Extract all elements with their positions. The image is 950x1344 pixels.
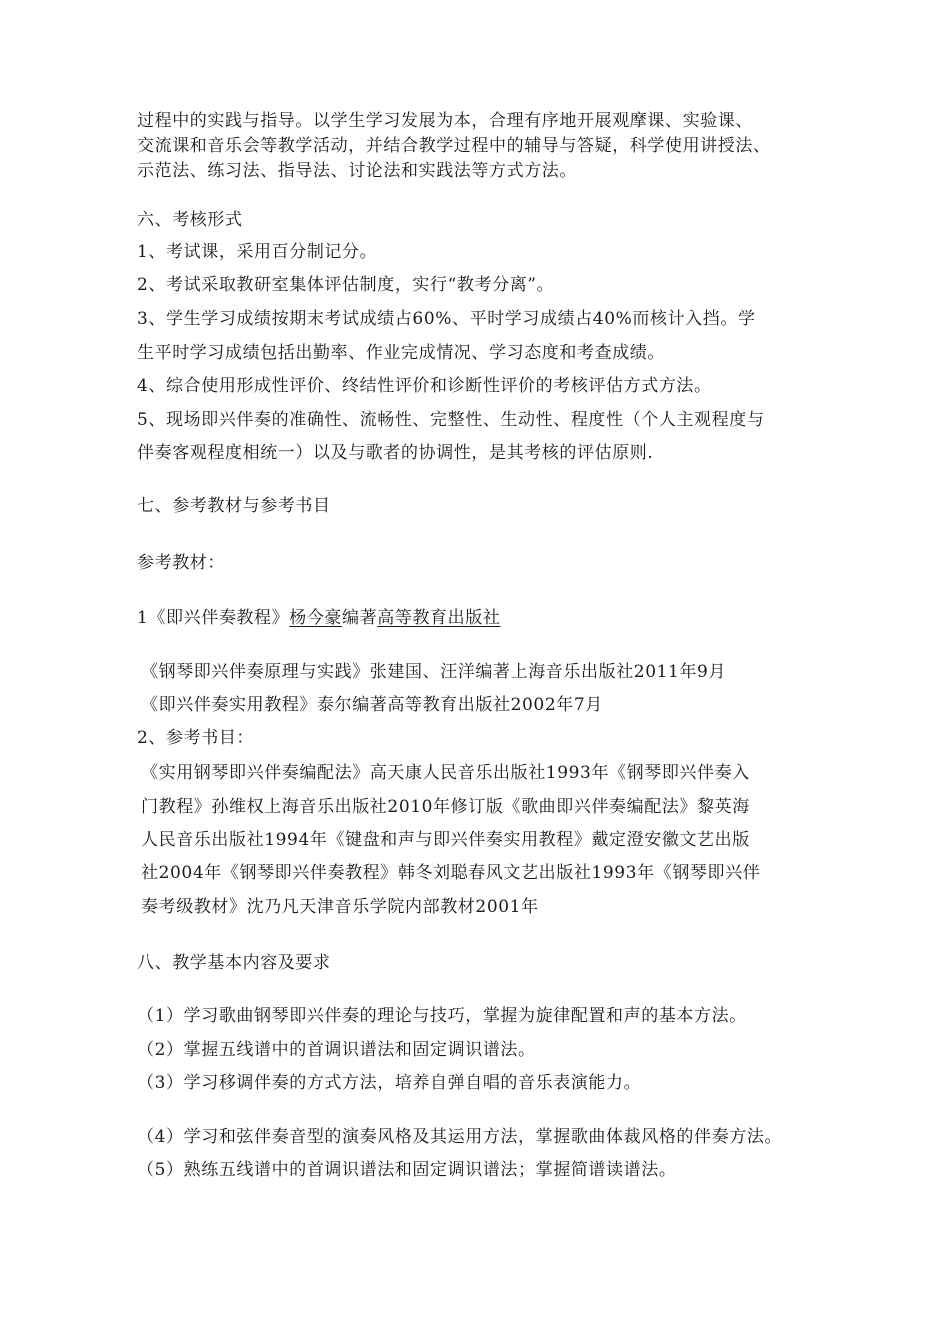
- textbook-title: 1《即兴伴奏教程》: [137, 608, 290, 628]
- reference-books-line: 人民音乐出版社1994年《键盘和声与即兴伴奏实用教程》戴定澄安徽文艺出版: [141, 830, 750, 850]
- assessment-item: 3、学生学习成绩按期末考试成绩占60%、平时学习成绩占40%而核计入挡。学: [137, 309, 756, 329]
- textbook-role: 编著: [342, 608, 378, 628]
- assessment-item: 1、考试课，采用百分制记分。: [137, 242, 378, 262]
- requirement-item: （4）学习和弦伴奏音型的演奏风格及其运用方法，掌握歌曲体裁风格的伴奏方法。: [137, 1127, 783, 1147]
- textbook-publisher: 高等教育出版社: [377, 608, 501, 628]
- intro-line: 交流课和音乐会等教学活动，并结合教学过程中的辅导与答疑，科学使用讲授法、: [137, 136, 771, 156]
- section-6-heading: 六、考核形式: [137, 210, 243, 230]
- reference-books-line: 门教程》孙维权上海音乐出版社2010年修订版《歌曲即兴伴奏编配法》黎英海: [141, 797, 750, 817]
- requirement-item: （1）学习歌曲钢琴即兴伴奏的理论与技巧，掌握为旋律配置和声的基本方法。: [137, 1006, 747, 1026]
- textbook-author: 杨今豪: [289, 608, 343, 628]
- requirement-item: （5）熟练五线谱中的首调识谱法和固定调识谱法；掌握简谱读谱法。: [137, 1160, 677, 1180]
- assessment-item: 2、考试采取教研室集体评估制度，实行“教考分离”。: [137, 275, 555, 295]
- reference-books-label: 2、参考书目：: [137, 728, 255, 748]
- textbooks-label: 参考教材：: [137, 553, 225, 573]
- section-7-heading: 七、参考教材与参考书目: [137, 496, 331, 516]
- requirement-item: （3）学习移调伴奏的方式方法，培养自弹自唱的音乐表演能力。: [137, 1073, 642, 1093]
- assessment-item: 5、现场即兴伴奏的准确性、流畅性、完整性、生动性、程度性（个人主观程度与: [137, 410, 765, 430]
- textbook-entry-1: [137, 606, 500, 630]
- section-8-heading: 八、教学基本内容及要求: [137, 953, 331, 973]
- reference-books-line: 《实用钢琴即兴伴奏编配法》高天康人民音乐出版社1993年《钢琴即兴伴奏入: [141, 763, 750, 783]
- reference-books-line: 社2004年《钢琴即兴伴奏教程》韩冬刘聪春风文艺出版社1993年《钢琴即兴伴: [141, 863, 761, 883]
- textbook-entry: 《即兴伴奏实用教程》泰尔编著高等教育出版社2002年7月: [141, 695, 603, 715]
- assessment-item: 伴奏客观程度相统一）以及与歌者的协调性，是其考核的评估原则.: [137, 443, 654, 463]
- intro-line: 过程中的实践与指导。以学生学习发展为本，合理有序地开展观摩课、实验课、: [137, 111, 753, 131]
- reference-books-line: 奏考级教材》沈乃凡天津音乐学院内部教材2001年: [141, 897, 539, 917]
- textbook-entry: 《钢琴即兴伴奏原理与实践》张建国、汪洋编著上海音乐出版社2011年9月: [141, 662, 727, 682]
- intro-line: 示范法、练习法、指导法、讨论法和实践法等方式方法。: [137, 161, 577, 181]
- requirement-item: （2）掌握五线谱中的首调识谱法和固定调识谱法。: [137, 1040, 536, 1060]
- assessment-item: 生平时学习成绩包括出勤率、作业完成情况、学习态度和考查成绩。: [137, 343, 665, 363]
- assessment-item: 4、综合使用形成性评价、终结性评价和诊断性评价的考核评估方式方法。: [137, 376, 712, 396]
